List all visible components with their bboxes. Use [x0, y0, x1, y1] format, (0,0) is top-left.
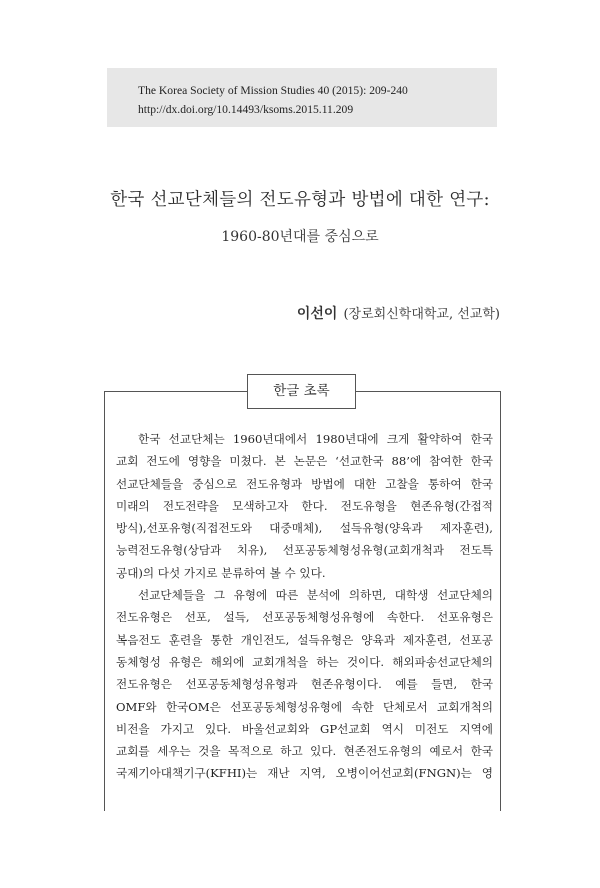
- abstract-line: 능력전도유형(상담과 치유), 선포공동체형성유형(교회개척과 전도특: [116, 543, 493, 558]
- abstract-line: 공대)의 다섯 가지로 분류하여 볼 수 있다.: [116, 565, 326, 580]
- article-title: 한국 선교단체들의 전도유형과 방법에 대한 연구:: [110, 190, 490, 210]
- abstract-line: 비전을 가지고 있다. 바울선교회와 GP선교회 역시 미전도 지역에: [116, 721, 493, 736]
- abstract-line: 선교단체들을 중심으로 전도유형과 방법에 대한 고찰을 통하여 한국: [116, 476, 493, 491]
- author-affiliation: (장로회신학대학교, 선교학): [343, 307, 500, 322]
- abstract-line: 선교단체들을 그 유형에 따른 분석에 의하면, 대학생 선교단체의: [138, 588, 493, 603]
- abstract-line: 전도유형은 선포, 설득, 선포공동체형성유형에 속한다. 선포유형은: [116, 610, 493, 625]
- abstract-line: 교회 전도에 영향을 미쳤다. 본 논문은 ‘선교한국 88’에 참여한 한국: [116, 454, 493, 469]
- abstract-line: 국제기아대책기구(KFHI)는 재난 지역, 오병이어선교회(FNGN)는 영: [116, 766, 493, 781]
- abstract-line: 동체형성 유형은 해외에 교회개척을 하는 것이다. 해외파송선교단체의: [116, 654, 493, 669]
- abstract-line: 방식),선포유형(직접전도와 대중매체), 설득유형(양육과 제자훈련),: [116, 521, 493, 536]
- author-name: 이선이: [296, 306, 338, 322]
- abstract-line: 미래의 전도전략을 모색하고자 한다. 전도유형을 현존유형(간접적: [116, 498, 493, 513]
- abstract-label: 한글 초록: [247, 374, 356, 409]
- journal-doi[interactable]: http://dx.doi.org/10.14493/ksoms.2015.11.209: [138, 103, 354, 116]
- abstract-line: 복음전도 훈련을 통한 개인전도, 설득유형은 양육과 제자훈련, 선포공: [116, 632, 493, 647]
- journal-citation: The Korea Society of Mission Studies 40 (2015): 209-240: [138, 84, 408, 97]
- abstract-line: 전도유형은 선포공동체형성유형과 현존유형이다. 예를 들면, 한국: [116, 677, 493, 692]
- author-line: [297, 303, 500, 323]
- article-subtitle: 1960-80년대를 중심으로: [221, 229, 379, 245]
- abstract-line: 한국 선교단체는 1960년대에서 1980년대에 크게 활약하여 한국: [138, 432, 493, 446]
- abstract-line: OMF와 한국OM은 선포공동체형성유형에 속한 단체로서 교회개척의: [116, 699, 493, 714]
- abstract-body: [116, 428, 493, 785]
- journal-citation-box: [107, 68, 497, 127]
- abstract-line: 교회를 세우는 것을 목적으로 하고 있다. 현존전도유형의 예로서 한국: [116, 744, 493, 759]
